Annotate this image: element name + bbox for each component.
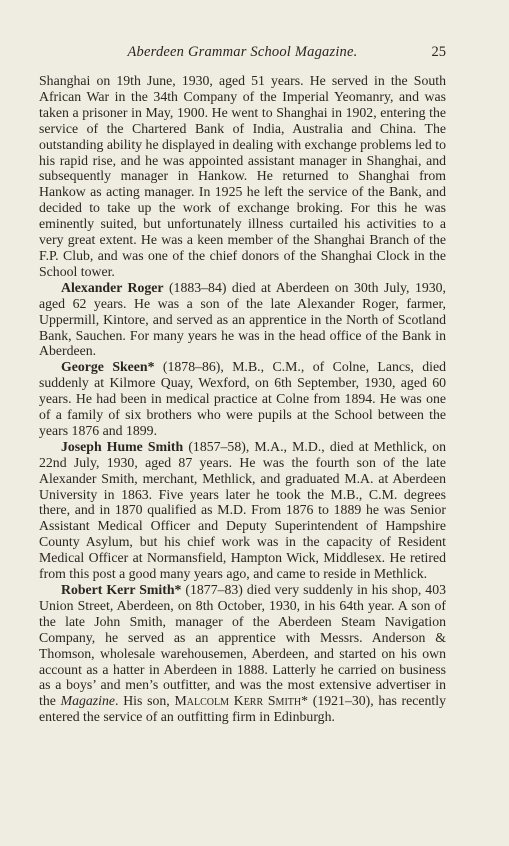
obituary-entry-roger [39, 280, 446, 360]
obituary-text [39, 73, 446, 725]
entry-text: (1883–84) died at Aberdeen on 30th July, 1930, aged 62 years. He was a son of the late Alexander Roger, farmer, Uppermill, Kintore, and served as an apprentice in the North of Scotland Bank, Sauchen. For many years he was in the head office of the Bank in Aberdeen. [39, 279, 446, 359]
magazine-title: Magazine [60, 693, 116, 709]
entry-text: (1877–83) died very suddenly in his shop, 403 Union Street, Aberdeen, on 8th October, 1930, in his 64th year. A son of the late John Smith, manager of the Aberdeen Steam Navigation Company, he served as an apprentice with Messrs. Anderson & Thomson, wholesale warehousemen, Aberdeen, and started on his own account as a hatter in Aberdeen in 1888. Latterly he carried on business as a boys’ and men’s outfitter, and was the most extensive advertiser in the [39, 582, 447, 709]
entry-text: (1857–58), M.A., M.D., died at Methlick, on 22nd July, 1930, aged 87 years. He was the fourth son of the late Alexander Smith, merchant, Methlick, and graduated M.A. at Aberdeen University in 1863. Five years later he took the M.B., C.M. degrees there, and in 1870 qualified as M.D. From 1876 to 1889 he was Senior Assistant Medical Officer and Deputy Superintendent of Hampshire County Asylum, but his chief work was in the capacity of Resident Medical Officer at Normansfield, Hampton Wick, Middlesex. He retired from this post a good many years ago, and came to reside in Methlick. [39, 438, 447, 582]
entry-name: Alexander Roger [61, 279, 164, 295]
entry-text-end: (1921–30), has recently entered the service of an outfitting firm in Edinburgh. [39, 693, 446, 725]
obituary-entry-kerr-smith [39, 582, 446, 725]
obituary-entry-hume-smith [39, 439, 446, 582]
son-name: Malcolm Kerr Smith* [174, 693, 309, 709]
entry-text-cont: . His son, [115, 693, 175, 709]
running-title: Aberdeen Grammar School Magazine. [127, 44, 358, 60]
entry-name: Joseph Hume Smith [61, 438, 184, 454]
entry-name: Robert Kerr Smith* [61, 582, 182, 597]
continued-paragraph: Shanghai on 19th June, 1930, aged 51 years. He served in the South African War in the 34th Company of the Imperial Yeomanry, and was taken a prisoner in May, 1900. He went to Shanghai in 1902, entering the service of the Chartered Bank of India, Australia and China. The outstanding ability he displayed in dealing with exchange problems led to his rapid rise, and he was appointed assistant manager in Shanghai, and subsequently manager in Hankow. He returned to Shanghai from Hankow as acting manager. In 1925 he left the service of the Bank, and decided to take up the work of exchange broking. For this he was eminently suited, but unfortunately illness curtailed his activities to a very great extent. He was a keen member of the Shanghai Branch of the F.P. Club, and was one of the chief donors of the Shanghai Clock in the School tower. [39, 73, 446, 279]
running-head [39, 44, 446, 66]
entry-name: George Skeen* [61, 359, 155, 375]
page-number: 25 [431, 44, 446, 60]
obituary-entry-skeen [39, 359, 446, 439]
entry-text: (1878–86), M.B., C.M., of Colne, Lancs, died suddenly at Kilmore Quay, Wexford, on 6th September, 1930, aged 60 years. He had been in medical practice at Colne from 1894. He was one of a family of six brothers who were pupils at the School between the years 1876 and 1899. [39, 359, 446, 438]
